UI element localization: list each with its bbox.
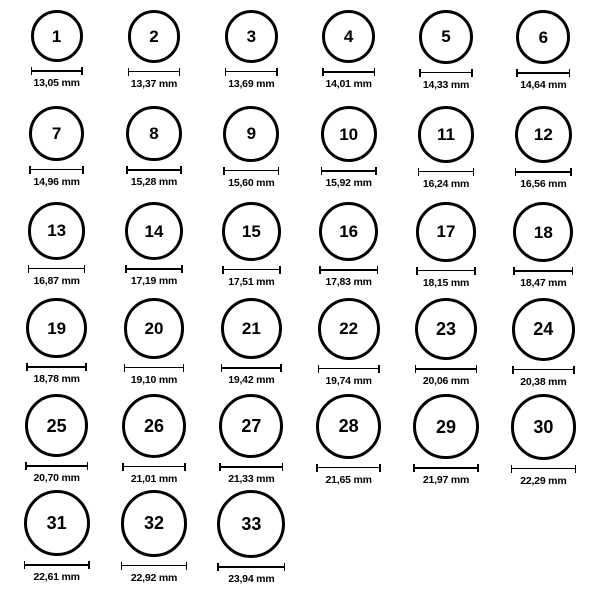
diameter-value: 16,87 mm [33,274,80,287]
ring-circle [128,10,181,63]
ring-size-cell [203,106,300,202]
ring-circle [513,202,573,262]
diameter-measure-bar [217,563,285,570]
ring-size-cell [397,394,494,490]
diameter-value: 20,70 mm [33,472,80,485]
ring-size-cell [495,10,592,106]
ring-size-cell [8,10,105,106]
diameter-measure-bar [29,166,84,173]
diameter-value: 18,47 mm [520,277,567,289]
diameter-measure-bar [512,366,575,373]
diameter-value: 17,51 mm [228,275,275,288]
ring-size-label: 4 [343,27,354,47]
ring-size-cell [397,10,494,106]
diameter-measure-bar [128,68,181,75]
ring-size-label: 17 [436,222,456,242]
ring-circle [121,490,188,557]
ring-circle [126,106,181,161]
ring-circle [416,202,476,262]
ring-size-cell [105,10,202,106]
diameter-value: 16,24 mm [422,177,470,190]
ring-size-label: 26 [143,415,164,436]
diameter-measure-bar [515,168,572,175]
diameter-value: 21,01 mm [130,472,178,485]
ring-size-cell [300,394,397,490]
diameter-value: 15,60 mm [228,176,275,189]
diameter-measure-bar [322,68,375,75]
ring-circle [223,106,279,162]
diameter-measure-bar [124,364,185,371]
ring-size-label: 23 [435,319,456,340]
ring-circle [413,394,478,459]
ring-circle [31,10,83,62]
ring-size-label: 5 [441,27,451,47]
diameter-value: 18,78 mm [33,373,80,386]
diameter-value: 19,74 mm [325,374,372,387]
ring-size-cell [8,490,105,586]
diameter-value: 21,65 mm [325,473,372,486]
diameter-value: 13,69 mm [228,77,275,90]
diameter-value: 15,92 mm [325,177,372,190]
ring-circle [415,298,477,360]
diameter-measure-bar [413,464,478,471]
diameter-value: 13,37 mm [130,77,178,90]
diameter-value: 21,97 mm [422,474,470,487]
diameter-measure-bar [416,267,476,274]
diameter-measure-bar [513,267,573,274]
ring-circle [26,298,86,358]
ring-circle [319,202,378,261]
diameter-measure-bar [122,463,186,470]
ring-circle [125,202,183,260]
ring-size-cell [203,490,300,586]
ring-size-cell [397,298,494,394]
ring-circle [512,298,575,361]
ring-size-cell [300,298,397,394]
diameter-measure-bar [26,363,86,370]
ring-size-label: 32 [143,513,164,534]
ring-circle [316,394,381,459]
ring-size-cell [203,394,300,490]
diameter-value: 23,94 mm [228,573,275,585]
diameter-measure-bar [415,365,477,372]
ring-size-cell [300,10,397,106]
ring-circle [29,106,84,161]
ring-size-cell [300,106,397,202]
ring-size-cell [203,202,300,298]
diameter-value: 19,10 mm [130,373,178,386]
diameter-value: 22,29 mm [520,474,567,487]
diameter-measure-bar [223,167,279,174]
ring-size-label: 9 [246,124,257,144]
diameter-value: 17,83 mm [325,276,372,288]
ring-circle [222,202,281,261]
ring-size-cell [105,202,202,298]
diameter-measure-bar [318,365,380,372]
diameter-value: 14,33 mm [422,78,470,91]
diameter-value: 20,38 mm [520,375,567,388]
ring-size-label: 27 [241,416,262,437]
diameter-measure-bar [511,465,577,472]
diameter-value: 22,61 mm [33,571,80,583]
ring-size-label: 13 [47,221,67,241]
ring-size-cell [300,202,397,298]
ring-size-label: 31 [46,513,67,533]
ring-size-label: 7 [51,123,62,143]
diameter-measure-bar [31,67,83,74]
ring-size-label: 12 [533,125,553,145]
ring-circle [322,10,375,63]
diameter-value: 20,06 mm [422,375,470,388]
ring-size-label: 28 [338,416,359,437]
ring-circle [318,298,380,360]
ring-size-label: 11 [436,124,455,144]
ring-size-label: 30 [533,416,554,437]
ring-size-label: 21 [241,319,261,339]
ring-size-cell [495,298,592,394]
ring-size-label: 20 [144,318,164,338]
ring-size-label: 22 [339,319,359,339]
diameter-value: 19,42 mm [228,374,275,387]
ring-size-label: 6 [538,27,549,47]
ring-size-cell [8,394,105,490]
ring-size-label: 8 [149,124,159,144]
ring-size-cell [8,202,105,298]
ring-size-cell [397,106,494,202]
ring-size-cell [203,298,300,394]
diameter-measure-bar [219,463,283,470]
diameter-value: 22,92 mm [130,571,178,584]
ring-circle [28,202,86,260]
diameter-value: 14,96 mm [33,175,80,188]
ring-size-cell [495,202,592,298]
ring-size-cell [105,394,202,490]
ring-size-label: 19 [47,318,67,338]
ring-size-cell [105,298,202,394]
diameter-value: 21,33 mm [228,473,275,486]
ring-size-cell [495,394,592,490]
diameter-measure-bar [225,68,278,75]
diameter-measure-bar [516,69,570,76]
diameter-measure-bar [222,266,281,273]
ring-size-label: 2 [149,26,159,46]
ring-circle [221,298,282,359]
ring-circle [124,298,185,359]
ring-size-cell [105,106,202,202]
diameter-measure-bar [25,462,88,469]
ring-circle [24,490,90,556]
diameter-value: 17,19 mm [130,275,178,288]
diameter-measure-bar [125,265,183,272]
ring-size-label: 16 [339,222,359,241]
diameter-measure-bar [221,364,282,371]
ring-circle [511,394,577,460]
ring-size-cell [203,10,300,106]
ring-circle [122,394,186,458]
ring-circle [419,10,473,64]
diameter-value: 14,01 mm [325,78,372,91]
ring-size-cell [397,202,494,298]
ring-size-cell [8,106,105,202]
ring-size-label: 1 [51,26,62,46]
ring-circle [217,490,285,558]
ring-circle [516,10,570,64]
ring-circle [321,106,377,162]
ring-circle [219,394,283,458]
ring-circle [225,10,278,63]
diameter-value: 15,28 mm [130,176,178,189]
ring-size-grid [8,10,592,586]
diameter-measure-bar [126,166,181,173]
ring-size-label: 3 [246,26,257,46]
ring-size-label: 10 [339,124,359,144]
ring-circle [418,106,475,163]
ring-circle [25,394,88,457]
ring-size-cell [495,106,592,202]
diameter-measure-bar [28,265,86,272]
diameter-value: 16,56 mm [520,178,567,191]
ring-size-label: 15 [241,221,261,241]
ring-size-cell [105,490,202,586]
diameter-measure-bar [419,69,473,76]
diameter-value: 18,15 mm [422,276,470,289]
diameter-measure-bar [316,464,381,471]
diameter-measure-bar [321,167,377,174]
ring-size-label: 18 [533,222,553,242]
ring-size-label: 33 [241,514,262,534]
ring-size-label: 24 [533,319,554,340]
diameter-measure-bar [24,561,90,568]
diameter-measure-bar [121,562,188,569]
diameter-value: 13,05 mm [33,77,80,89]
ring-size-label: 14 [144,221,164,241]
ring-size-cell [8,298,105,394]
diameter-measure-bar [319,266,378,273]
ring-size-label: 29 [435,416,456,437]
diameter-measure-bar [418,168,475,175]
ring-size-label: 25 [46,415,67,436]
diameter-value: 14,64 mm [520,79,567,92]
ring-circle [515,106,572,163]
